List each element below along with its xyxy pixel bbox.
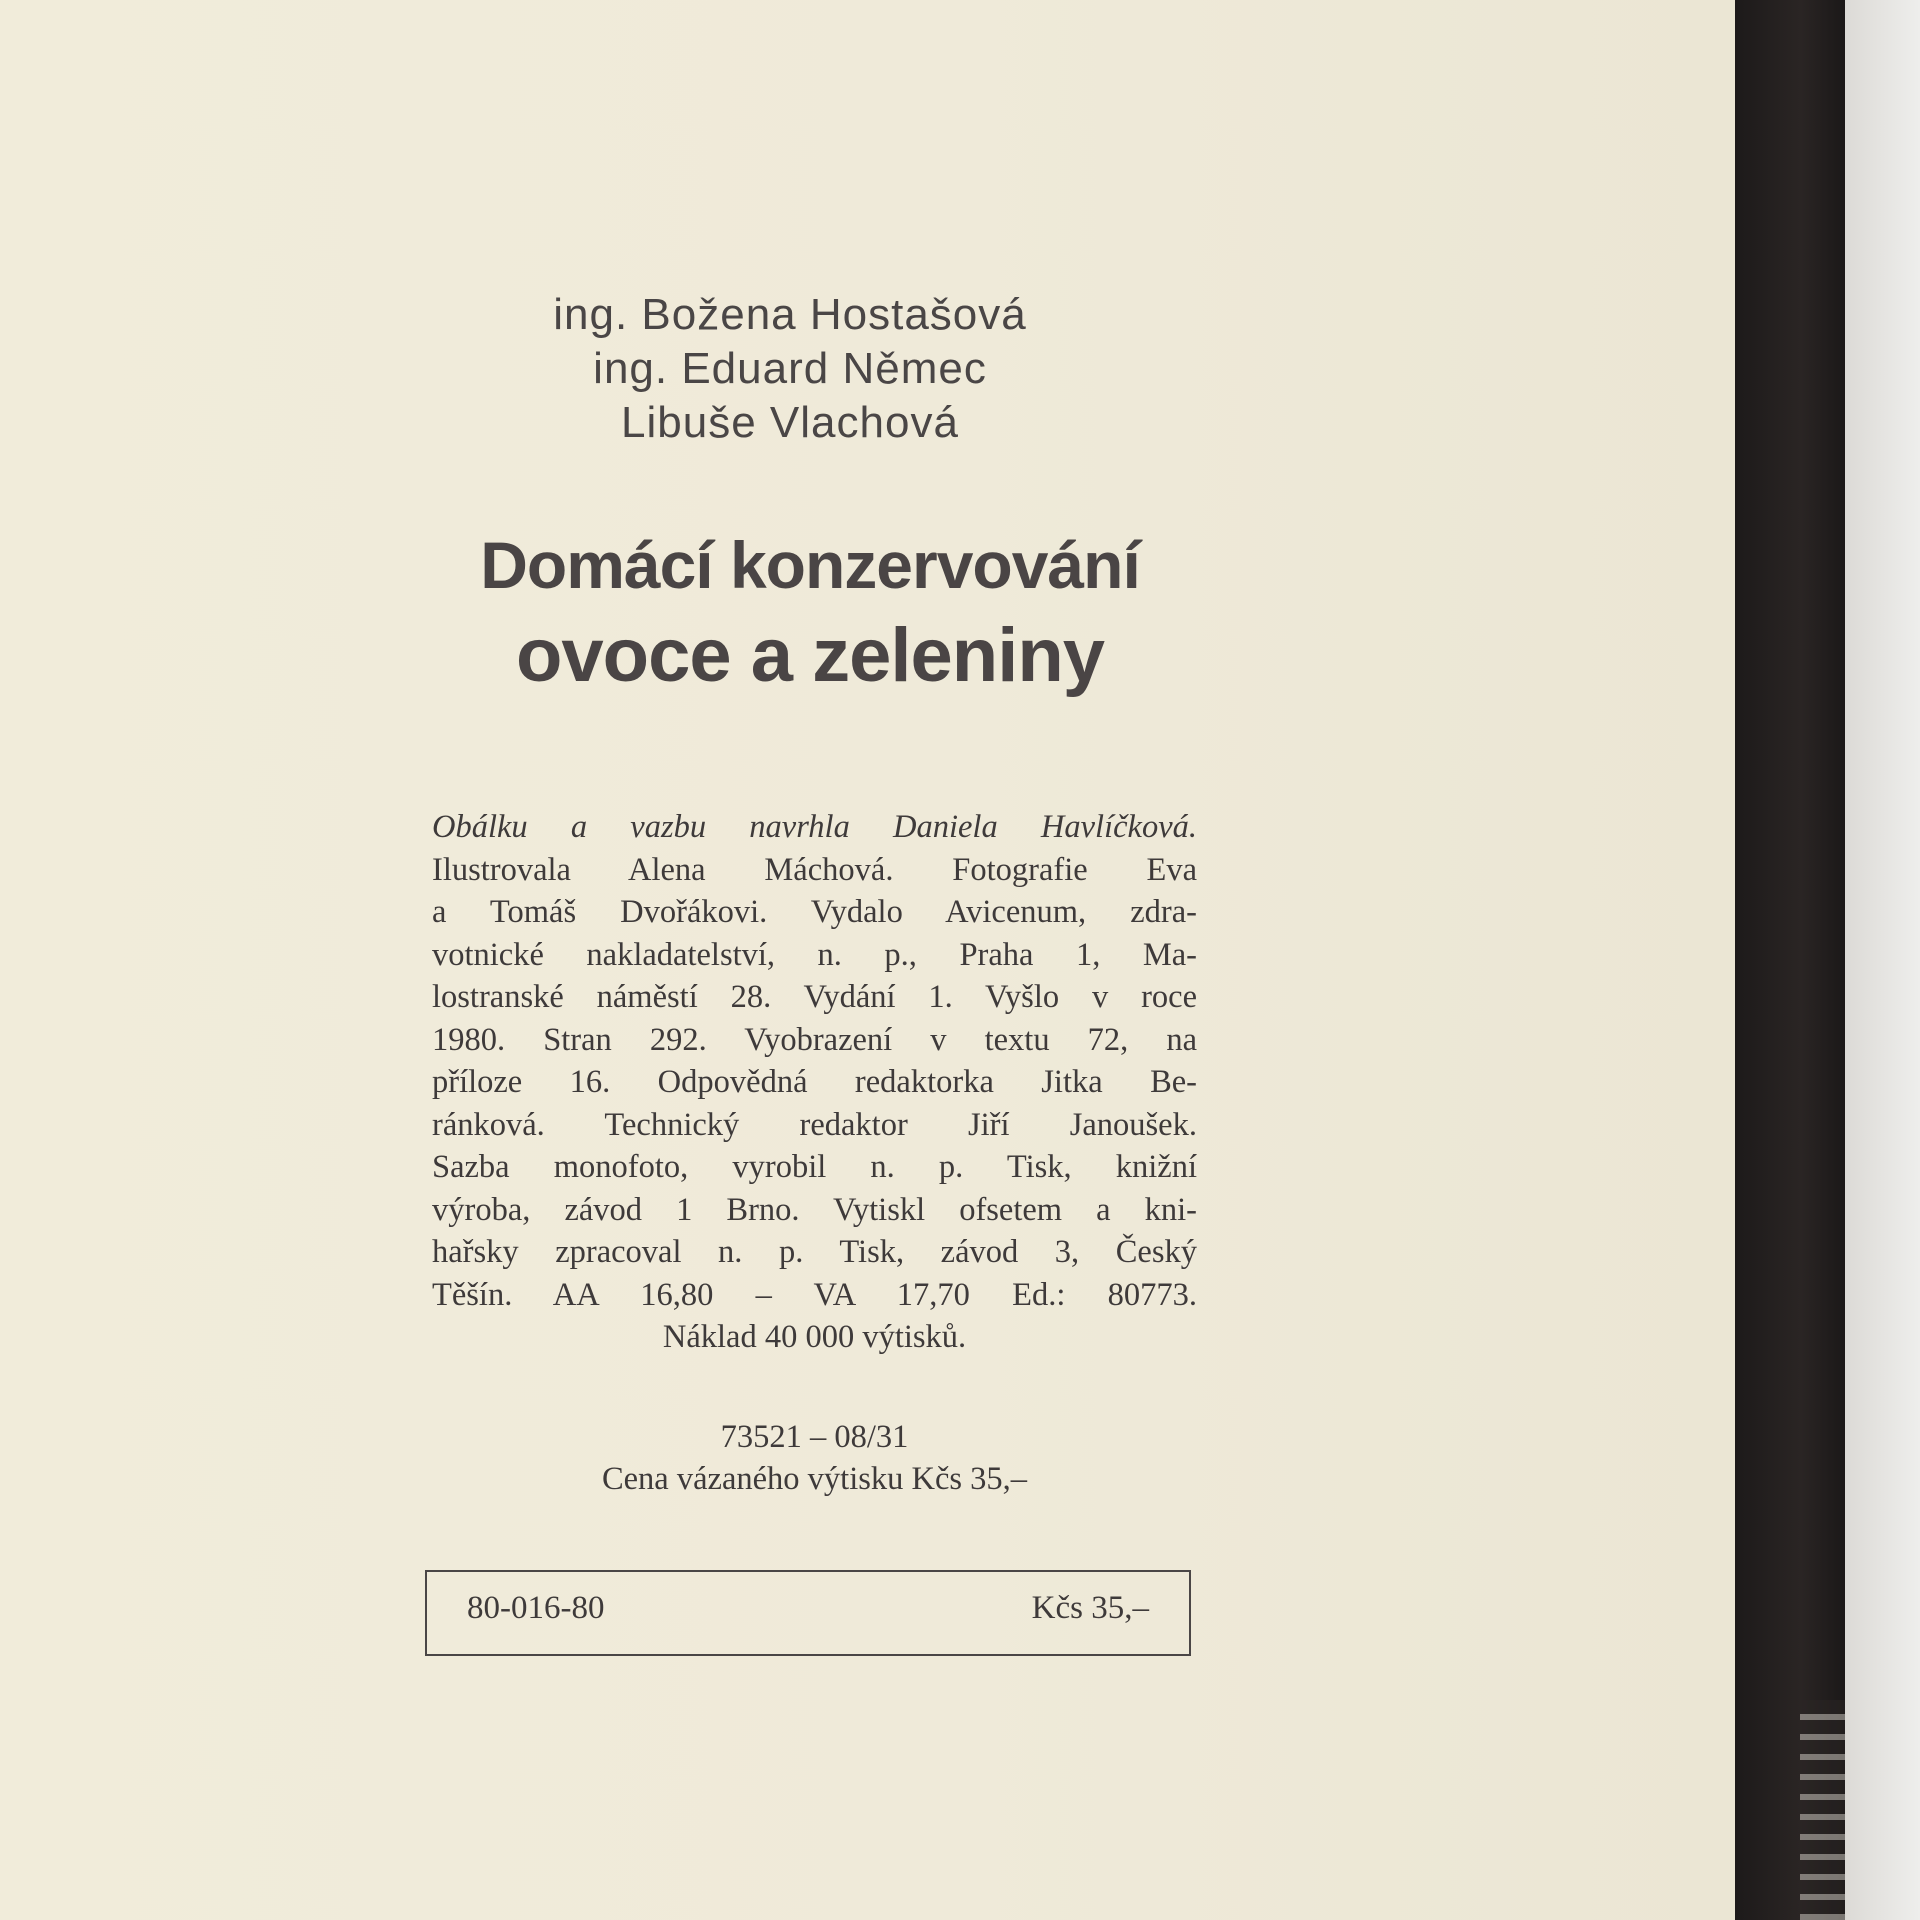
catalog-info bbox=[432, 1416, 1197, 1500]
book-price: Kčs 35,– bbox=[1031, 1590, 1149, 1626]
imprint-line: lostranské náměstí 28. Vydání 1. Vyšlo v roce bbox=[432, 979, 1197, 1015]
book-cover-edge bbox=[1735, 0, 1845, 1920]
imprint-paragraph bbox=[432, 806, 1197, 1359]
imprint-line: Těšín. AA 16,80 – VA 17,70 Ed.: 80773. bbox=[432, 1276, 1197, 1313]
imprint-line: Ilustrovala Alena Máchová. Fotografie Eva bbox=[432, 851, 1197, 888]
catalog-number: 73521 – 08/31 bbox=[720, 1419, 909, 1455]
author-name: Libuše Vlachová bbox=[621, 398, 959, 447]
title-line-1: Domácí konzervování bbox=[480, 528, 1140, 602]
bound-copy-price: Cena vázaného výtisku Kčs 35,– bbox=[601, 1461, 1028, 1497]
imprint-line: příloze 16. Odpovědná redaktorka Jitka Be- bbox=[432, 1064, 1197, 1100]
background-edge bbox=[1845, 0, 1920, 1920]
book-title bbox=[410, 520, 1210, 702]
imprint-line: 1980. Stran 292. Vyobrazení v textu 72, na bbox=[432, 1021, 1197, 1058]
imprint-line: Obálku a vazbu navrhla Daniela Havlíčková. bbox=[432, 809, 1197, 845]
title-line-2: ovoce a zeleniny bbox=[515, 613, 1105, 698]
book-code: 80-016-80 bbox=[467, 1590, 605, 1626]
imprint-line: votnické nakladatelství, n. p., Praha 1, Ma- bbox=[432, 936, 1197, 973]
price-box bbox=[425, 1570, 1191, 1656]
imprint-line: a Tomáš Dvořákovi. Vydalo Avicenum, zdra- bbox=[432, 894, 1197, 930]
authors-block bbox=[420, 288, 1160, 450]
author-name: ing. Božena Hostašová bbox=[553, 290, 1027, 339]
imprint-line: ránková. Technický redaktor Jiří Janoušek. bbox=[432, 1106, 1197, 1143]
imprint-line: Sazba monofoto, vyrobil n. p. Tisk, knižní bbox=[432, 1149, 1197, 1185]
cover-wear bbox=[1800, 1700, 1845, 1920]
imprint-line: výroba, závod 1 Brno. Vytiskl ofsetem a kni- bbox=[432, 1191, 1197, 1228]
author-name: ing. Eduard Němec bbox=[593, 344, 987, 393]
imprint-line: hařsky zpracoval n. p. Tisk, závod 3, Český bbox=[432, 1234, 1197, 1270]
imprint-line: Náklad 40 000 výtisků. bbox=[662, 1319, 967, 1355]
